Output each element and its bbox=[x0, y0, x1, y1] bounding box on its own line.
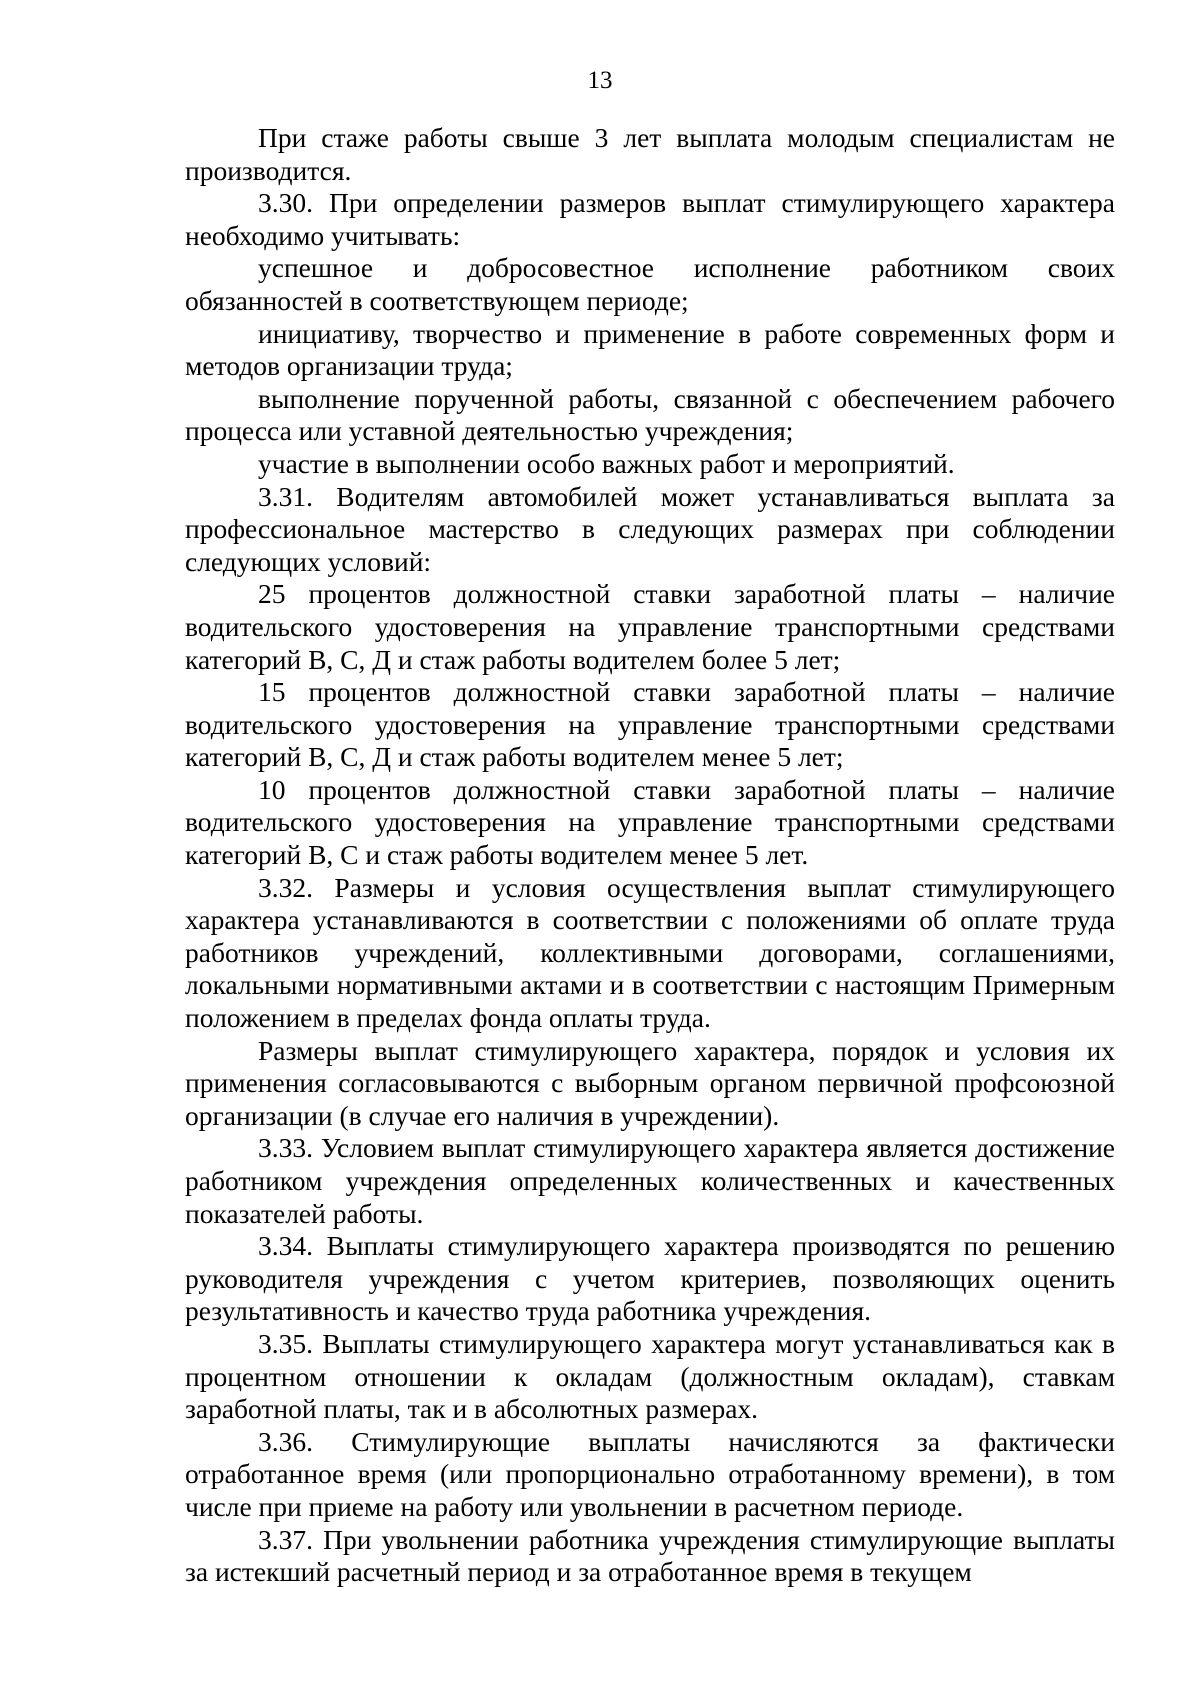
paragraph: 15 процентов должностной ставки заработной платы – наличие водительского удостоверения на управление транспортными средствами категорий В, С, Д и стаж работы водителем менее 5 лет; bbox=[185, 676, 1115, 773]
paragraph: 3.35. Выплаты стимулирующего характера могут устанавливаться как в процентном отношении к окладам (должностным окладам), ставкам заработной платы, так и в абсолютных размерах. bbox=[185, 1327, 1115, 1425]
paragraph: 25 процентов должностной ставки заработной платы – наличие водительского удостоверения на управление транспортными средствами категорий В, С, Д и стаж работы водителем более 5 лет; bbox=[185, 578, 1115, 675]
paragraph: 3.30. При определении размеров выплат стимулирующего характера необходимо учитывать: bbox=[185, 187, 1115, 251]
paragraph: 10 процентов должностной ставки заработной платы – наличие водительского удостоверения на управление транспортными средствами категорий В, С и стаж работы водителем менее 5 лет. bbox=[185, 773, 1115, 871]
paragraph: 3.33. Условием выплат стимулирующего характера является достижение работником учреждения определенных количественных и качественных показателей работы. bbox=[185, 1132, 1115, 1229]
paragraph: участие в выполнении особо важных работ и мероприятий. bbox=[258, 447, 955, 479]
paragraph: При стаже работы свыше 3 лет выплата молодым специалистам не производится. bbox=[185, 122, 1115, 186]
paragraph: 3.34. Выплаты стимулирующего характера производятся по решению руководителя учреждения с учетом критериев, позволяющих оценить результативность и качество труда работника учреждения. bbox=[185, 1230, 1115, 1327]
paragraph: 3.31. Водителям автомобилей может устанавливаться выплата за профессиональное мастерство в следующих размерах при соблюдении следующих условий: bbox=[185, 480, 1115, 577]
paragraph: 3.36. Стимулирующие выплаты начисляются за фактически отработанное время (или пропорционально отработанному времени), в том числе при приеме на работу или увольнении в расчетном периоде. bbox=[185, 1425, 1115, 1522]
page-number: 13 bbox=[587, 67, 613, 94]
paragraph: успешное и добросовестное исполнение работником своих обязанностей в соответствующем периоде; bbox=[185, 252, 1115, 316]
paragraph: инициативу, творчество и применение в работе современных форм и методов организации труда; bbox=[185, 317, 1115, 382]
paragraph: 3.37. При увольнении работника учреждения стимулирующие выплаты за истекший расчетный период и за отработанное время в текущем bbox=[185, 1523, 1115, 1588]
paragraph: Размеры выплат стимулирующего характера, порядок и условия их применения согласовываются с выборным органом первичной профсоюзной организации (в случае его наличия в учреждении). bbox=[185, 1034, 1115, 1131]
paragraph: 3.32. Размеры и условия осуществления выплат стимулирующего характера устанавливаются в соответствии с положениями об оплате труда работников учреждений, коллективными договорами, соглашениями, локальными нормативными актами и в соответствии с настоящим Примерным положением в пределах фонда оплаты труда. bbox=[185, 871, 1115, 1034]
document-body bbox=[185, 122, 1115, 1589]
paragraph: выполнение порученной работы, связанной с обеспечением рабочего процесса или уставной деятельностью учреждения; bbox=[185, 382, 1115, 447]
